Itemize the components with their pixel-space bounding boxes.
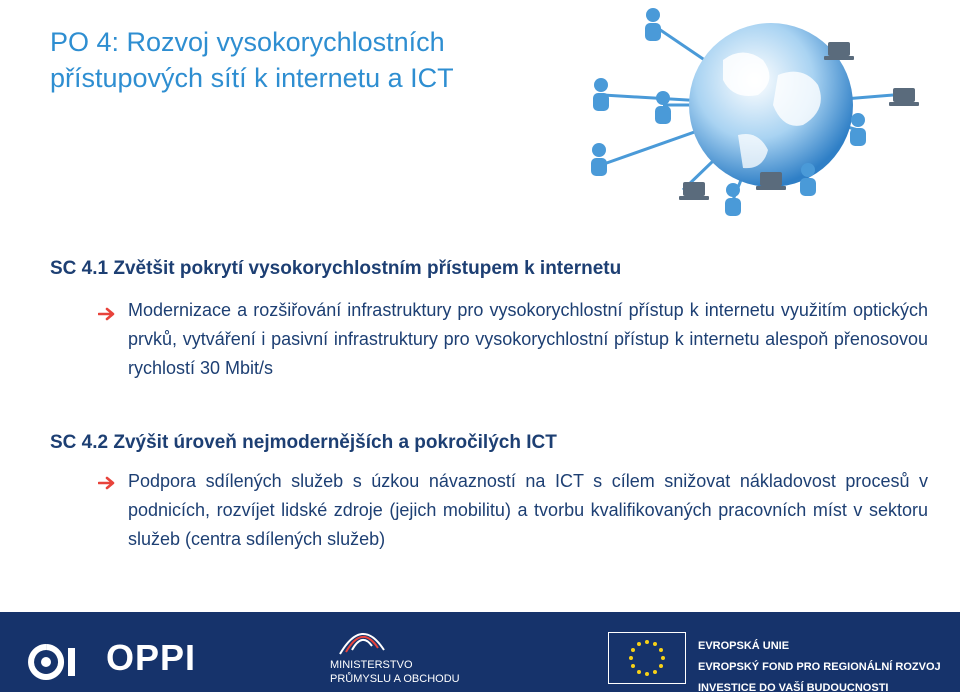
eu-label [698,636,941,699]
arrow-bullet-icon [98,307,118,321]
ministry-line-1: MINISTERSTVO [330,659,413,671]
footer-bar [0,612,960,692]
oppi-wordmark: OPPI [106,637,197,678]
eu-line-2: EVROPSKÝ FOND PRO REGIONÁLNÍ ROZVOJ [698,661,941,673]
sc-4-1-text: Modernizace a rozšiřování infrastruktury pro vysokorychlostní přístup k internetu využitím optických prvků, vytváření i pasivní infrastruktury pro vysokorychlostní přístup k internetu alespoň přenosovou rychlostí 30 Mbit/s [128,300,928,378]
arrow-bullet-icon [98,476,118,490]
title-line-1: PO 4: Rozvoj vysokorychlostních [50,27,445,57]
ministry-logo-icon [332,620,392,660]
page-title [50,24,570,96]
sc-4-1-heading: SC 4.1 Zvětšit pokrytí vysokorychlostním přístupem k internetu [50,258,622,279]
network-globe-illustration [553,0,960,230]
ministry-line-2: PRŮMYSLU A OBCHODU [330,673,460,685]
oppi-logo-icon [28,642,88,682]
title-line-2: přístupových sítí k internetu a ICT [50,63,454,93]
ministry-label [330,658,460,686]
sc-4-2-heading: SC 4.2 Zvýšit úroveň nejmodernějších a pokročilých ICT [50,432,557,453]
sc-4-2-text: Podpora sdílených služeb s úzkou návazností na ICT s cílem snižovat nákladovost procesů v podnicích, rozvíjet lidské zdroje (jejich mobilitu) a tvorbu kvalifikovaných pracovních míst v sektoru služeb (centra sdílených služeb) [128,471,928,549]
eu-line-1: EVROPSKÁ UNIE [698,640,790,652]
eu-flag-icon [608,632,686,684]
eu-line-3: INVESTICE DO VAŠÍ BUDOUCNOSTI [698,682,889,694]
